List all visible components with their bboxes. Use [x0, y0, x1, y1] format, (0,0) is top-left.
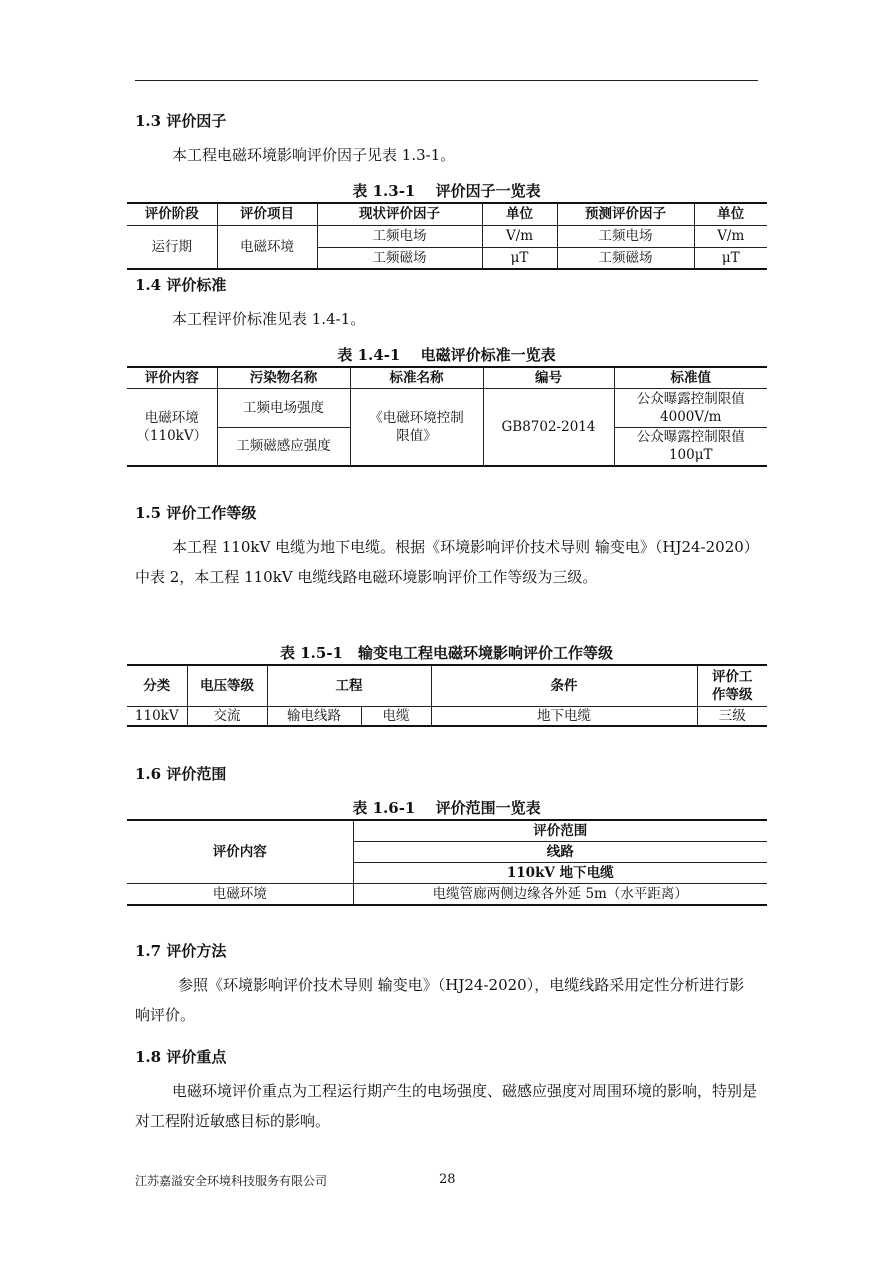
- table-cell: V/m: [694, 225, 767, 247]
- cell-line: （110kV）: [136, 427, 208, 444]
- table-header: 评价项目: [217, 203, 317, 225]
- section-heading-1-6: 1.6 评价范围: [135, 765, 227, 783]
- table-cell: 工频磁感应强度: [217, 427, 350, 466]
- footer-company: 江苏嘉溢安全环境科技服务有限公司: [135, 1174, 328, 1188]
- page-number: 28: [439, 1172, 456, 1187]
- header-rule: [135, 80, 758, 81]
- table-cell: 电磁环境: [127, 883, 353, 905]
- table-1-5-1: [127, 664, 767, 727]
- table-header: 条件: [431, 665, 697, 706]
- table-caption-1-6-1: 表 1.6-1 评价范围一览表: [352, 799, 541, 817]
- cell-line: 4000V/m: [660, 408, 722, 425]
- table-cell: 工频磁场: [557, 247, 694, 269]
- paragraph-1-4: 本工程评价标准见表 1.4-1。: [172, 310, 366, 328]
- table-cell: 电缆管廊两侧边缘各外延 5m（水平距离）: [353, 883, 767, 905]
- table-header: 评价内容: [127, 820, 353, 883]
- paragraph-1-5: 本工程 110kV 电缆为地下电缆。根据《环境影响评价技术导则 输变电》（HJ24-2020）中表 2，本工程 110kV 电缆线路电磁环境影响评价工作等级为三级。: [135, 538, 752, 586]
- table-cell: 工频电场强度: [217, 388, 350, 427]
- table-header: 评价内容: [127, 367, 217, 388]
- table-header: 污染物名称: [217, 367, 350, 388]
- table-1-6-1: [127, 819, 767, 906]
- table-cell-value: [614, 388, 767, 427]
- table-cell: 输电线路: [267, 706, 361, 726]
- table-cell-stage: 运行期: [127, 225, 217, 269]
- table-1-4-1: [127, 366, 767, 467]
- table-cell-standard-name: [350, 388, 483, 466]
- table-cell-content: [127, 388, 217, 466]
- table-cell: 电缆: [361, 706, 431, 726]
- table-header: 单位: [482, 203, 557, 225]
- table-header: 单位: [694, 203, 767, 225]
- table-header: 标准值: [614, 367, 767, 388]
- paragraph-1-7: 参照《环境影响评价技术导则 输变电》（HJ24-2020），电缆线路采用定性分析进行影响评价。: [135, 976, 745, 1024]
- table-cell: 地下电缆: [431, 706, 697, 726]
- table-cell-code: GB8702-2014: [483, 388, 614, 466]
- table-header: 评价阶段: [127, 203, 217, 225]
- table-cell-item: 电磁环境: [217, 225, 317, 269]
- table-cell: μT: [482, 247, 557, 269]
- table-cell: 交流: [187, 706, 267, 726]
- table-caption-1-3-1: 表 1.3-1 评价因子一览表: [352, 182, 541, 200]
- table-header: 编号: [483, 367, 614, 388]
- table-header: 评价范围: [353, 820, 767, 841]
- table-header: 工程: [267, 665, 431, 706]
- table-cell: V/m: [482, 225, 557, 247]
- cell-line: 评价工: [712, 668, 753, 685]
- table-cell: 110kV: [127, 706, 187, 726]
- section-heading-1-3: 1.3 评价因子: [135, 112, 227, 130]
- table-cell: 三级: [697, 706, 767, 726]
- table-cell: 工频磁场: [317, 247, 482, 269]
- cell-line: 公众曝露控制限值: [636, 390, 745, 407]
- table-caption-1-5-1: 表 1.5-1 输变电工程电磁环境影响评价工作等级: [280, 644, 613, 662]
- table-header: 现状评价因子: [317, 203, 482, 225]
- paragraph-1-3: 本工程电磁环境影响评价因子见表 1.3-1。: [172, 146, 456, 164]
- table-header: 预测评价因子: [557, 203, 694, 225]
- section-heading-1-4: 1.4 评价标准: [135, 276, 227, 294]
- table-cell: 工频电场: [317, 225, 482, 247]
- table-cell: μT: [694, 247, 767, 269]
- paragraph-1-8: 电磁环境评价重点为工程运行期产生的电场强度、磁感应强度对周围环境的影响，特别是对工程附近敏感目标的影响。: [135, 1082, 758, 1130]
- cell-line: 100μT: [668, 447, 713, 464]
- cell-line: 公众曝露控制限值: [636, 429, 745, 446]
- section-heading-1-8: 1.8 评价重点: [135, 1048, 227, 1066]
- table-cell-value: [614, 427, 767, 466]
- cell-line: 《电磁环境控制: [369, 409, 464, 426]
- section-heading-1-5: 1.5 评价工作等级: [135, 504, 257, 522]
- section-heading-1-7: 1.7 评价方法: [135, 942, 227, 960]
- table-header: 线路: [353, 841, 767, 862]
- table-header: 电压等级: [187, 665, 267, 706]
- table-header: 分类: [127, 665, 187, 706]
- cell-line: 限值》: [396, 427, 437, 444]
- table-header-grade: [697, 665, 767, 706]
- table-header: 110kV 地下电缆: [353, 862, 767, 883]
- table-caption-1-4-1: 表 1.4-1 电磁评价标准一览表: [337, 346, 556, 364]
- table-header: 标准名称: [350, 367, 483, 388]
- cell-line: 电磁环境: [144, 409, 199, 426]
- table-1-3-1: [127, 202, 767, 270]
- cell-line: 作等级: [712, 686, 753, 703]
- table-cell: 工频电场: [557, 225, 694, 247]
